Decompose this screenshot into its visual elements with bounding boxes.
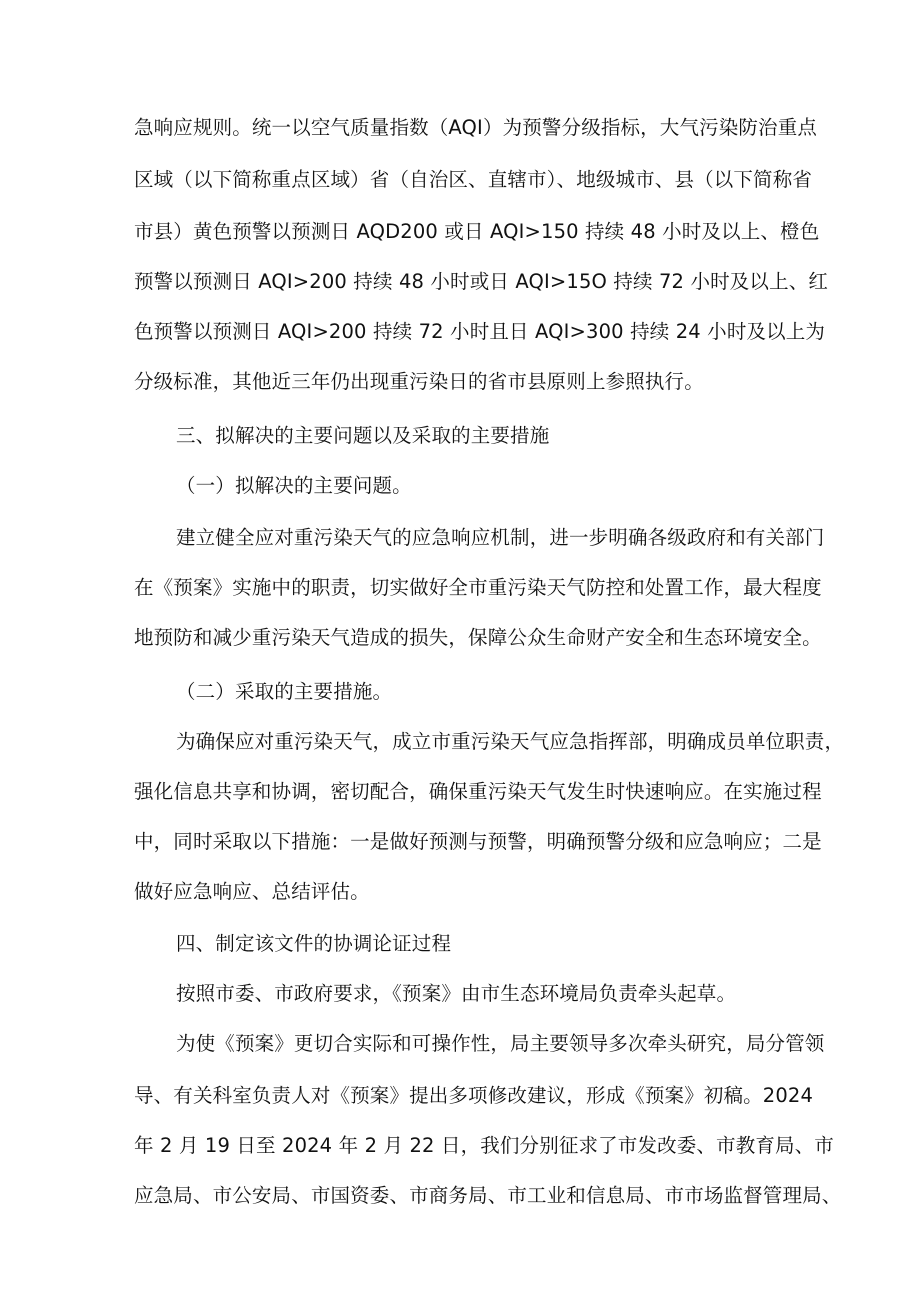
paragraph-1-line-2: 区域（以下简称重点区域）省（自治区、直辖市）、地级城市、县（以下简称省 xyxy=(134,168,813,191)
paragraph-1-line-5: 色预警以预测日 AQI>200 持续 72 小时且日 AQI>300 持续 24 小时及以上为 xyxy=(134,320,826,343)
paragraph-1-line-4: 预警以预测日 AQI>200 持续 48 小时或日 AQI>15O 持续 72 小时及以上、红 xyxy=(134,270,829,293)
paragraph-3-line-4: 做好应急响应、总结评估。 xyxy=(134,880,370,903)
subsection-1-heading: （一）拟解决的主要问题。 xyxy=(176,474,412,497)
paragraph-1-line-3: 市县）黄色预警以预测日 AQD200 或日 AQI>150 持续 48 小时及以上、橙色 xyxy=(134,220,820,243)
paragraph-5-line-2: 导、有关科室负责人对《预案》提出多项修改建议，形成《预案》初稿。2024 xyxy=(134,1084,814,1107)
paragraph-1-line-1: 急响应规则。统一以空气质量指数（AQI）为预警分级指标，大气污染防治重点 xyxy=(134,116,817,139)
paragraph-3-line-2: 强化信息共享和协调，密切配合，确保重污染天气发生时快速响应。在实施过程 xyxy=(134,780,822,803)
paragraph-5-line-1: 为使《预案》更切合实际和可操作性，局主要领导多次牵头研究，局分管领 xyxy=(176,1032,825,1055)
paragraph-5-line-3: 年 2 月 19 日至 2024 年 2 月 22 日，我们分别征求了市发改委、市教育局、市 xyxy=(134,1134,834,1157)
paragraph-3-line-3: 中，同时采取以下措施：一是做好预测与预警，明确预警分级和应急响应；二是 xyxy=(134,830,822,853)
paragraph-5-line-4: 应急局、市公安局、市国资委、市商务局、市工业和信息局、市市场监督管理局、 xyxy=(134,1184,842,1207)
paragraph-3-line-1: 为确保应对重污染天气，成立市重污染天气应急指挥部，明确成员单位职责， xyxy=(176,730,845,753)
section-4-heading: 四、制定该文件的协调论证过程 xyxy=(176,932,452,955)
subsection-2-heading: （二）采取的主要措施。 xyxy=(176,680,393,703)
paragraph-1-line-6: 分级标准，其他近三年仍出现重污染日的省市县原则上参照执行。 xyxy=(134,370,704,393)
paragraph-4-line-1: 按照市委、市政府要求，《预案》由市生态环境局负责牵头起草。 xyxy=(176,982,737,1005)
paragraph-2-line-1: 建立健全应对重污染天气的应急响应机制，进一步明确各级政府和有关部门 xyxy=(176,526,825,549)
section-3-heading: 三、拟解决的主要问题以及采取的主要措施 xyxy=(176,424,550,447)
paragraph-2-line-3: 地预防和减少重污染天气造成的损失，保障公众生命财产安全和生态环境安全。 xyxy=(134,626,822,649)
paragraph-2-line-2: 在《预案》实施中的职责，切实做好全市重污染天气防控和处置工作，最大程度 xyxy=(134,576,822,599)
